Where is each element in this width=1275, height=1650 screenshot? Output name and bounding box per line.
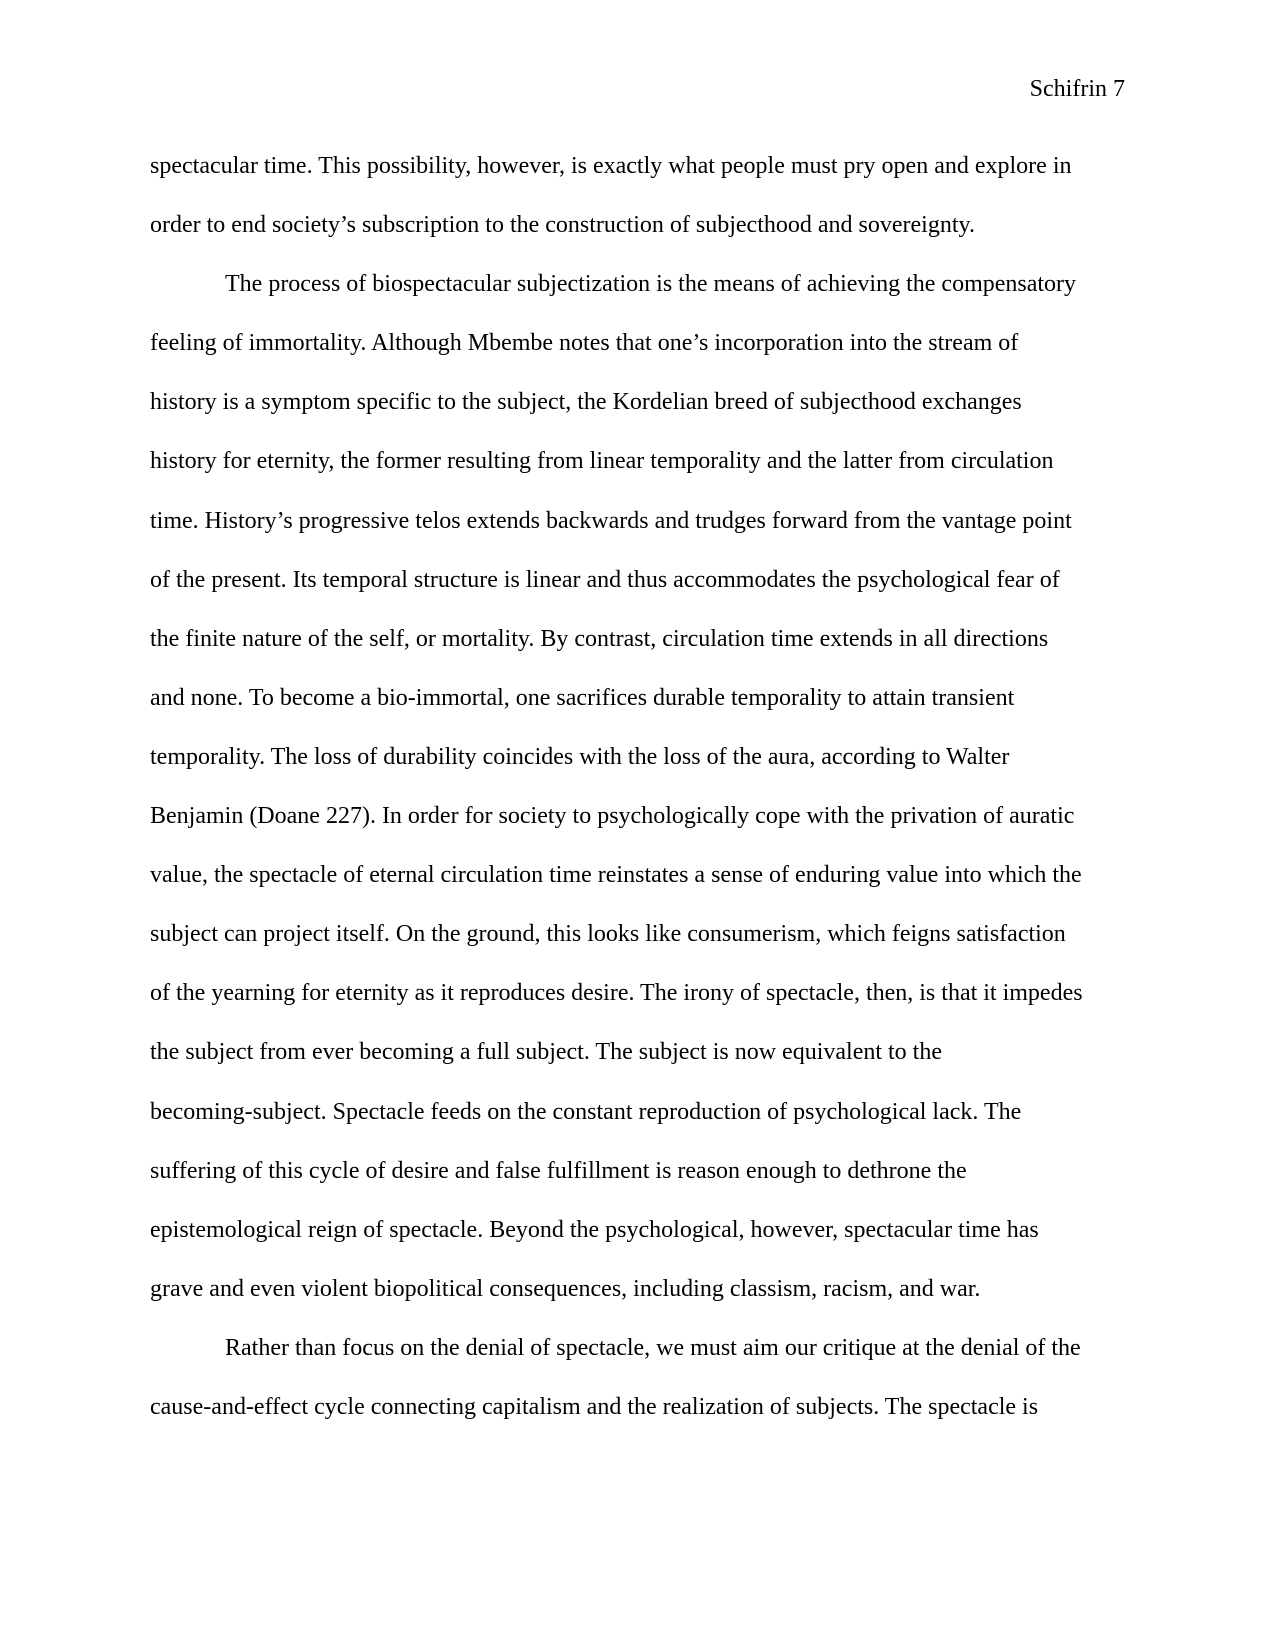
text-line: and none. To become a bio-immortal, one sacrifices durable temporality to attain transient bbox=[150, 684, 1015, 711]
text-line: of the present. Its temporal structure is linear and thus accommodates the psychological fear of bbox=[150, 566, 1060, 593]
paragraph-2 bbox=[150, 255, 1140, 1319]
text-line: spectacular time. This possibility, however, is exactly what people must pry open and explore in bbox=[150, 153, 1072, 179]
text-line: the subject from ever becoming a full subject. The subject is now equivalent to the bbox=[150, 1039, 942, 1066]
text-line: cause-and-effect cycle connecting capitalism and the realization of subjects. The spectacle is bbox=[150, 1393, 1039, 1420]
text-line: Benjamin (Doane 227). In order for society to psychologically cope with the privation of auratic bbox=[150, 803, 1075, 830]
text-line: order to end society’s subscription to the construction of subjecthood and sovereignty. bbox=[150, 212, 975, 239]
body-text bbox=[150, 137, 1140, 1437]
text-line: history is a symptom specific to the subject, the Kordelian breed of subjecthood exchanges bbox=[150, 389, 1022, 416]
text-line: becoming-subject. Spectacle feeds on the constant reproduction of psychological lack. The bbox=[150, 1098, 1022, 1125]
text-line: value, the spectacle of eternal circulation time reinstates a sense of enduring value into which the bbox=[150, 862, 1082, 889]
text-line: history for eternity, the former resulting from linear temporality and the latter from circulation bbox=[150, 448, 1054, 475]
text-line: grave and even violent biopolitical consequences, including classism, racism, and war. bbox=[150, 1275, 981, 1302]
text-line: subject can project itself. On the ground, this looks like consumerism, which feigns satisfaction bbox=[150, 921, 1066, 948]
text-line: feeling of immortality. Although Mbembe notes that one’s incorporation into the stream of bbox=[150, 330, 1019, 357]
paragraph-1 bbox=[150, 137, 1140, 255]
text-line: time. History’s progressive telos extends backwards and trudges forward from the vantage point bbox=[150, 507, 1072, 534]
text-line: The process of biospectacular subjectization is the means of achieving the compensatory bbox=[225, 271, 1077, 298]
text-line: temporality. The loss of durability coincides with the loss of the aura, according to Walter bbox=[150, 743, 1010, 770]
text-line: of the yearning for eternity as it reproduces desire. The irony of spectacle, then, is that it impedes bbox=[150, 980, 1083, 1007]
text-line: suffering of this cycle of desire and false fulfillment is reason enough to dethrone the bbox=[150, 1157, 967, 1184]
text-line: Rather than focus on the denial of spectacle, we must aim our critique at the denial of the bbox=[225, 1334, 1081, 1361]
text-line: epistemological reign of spectacle. Beyond the psychological, however, spectacular time has bbox=[150, 1216, 1039, 1243]
running-header: Schifrin 7 bbox=[1029, 76, 1125, 102]
text-line: the finite nature of the self, or mortality. By contrast, circulation time extends in all directions bbox=[150, 625, 1049, 652]
paragraph-3 bbox=[150, 1319, 1140, 1437]
